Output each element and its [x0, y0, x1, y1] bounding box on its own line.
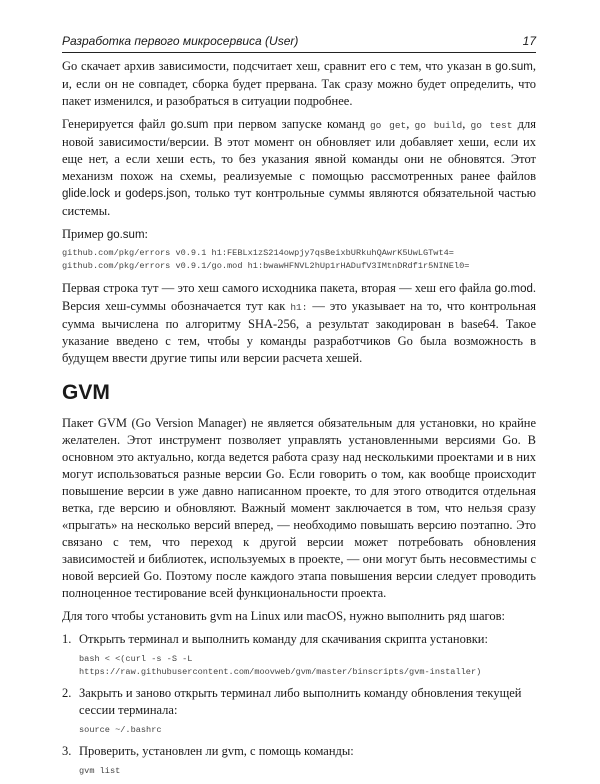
code-block: gvm list [79, 766, 121, 776]
example-label: Пример go.sum: [62, 227, 149, 241]
section-heading: GVM [62, 381, 110, 404]
code-block [62, 247, 536, 273]
code-block: bash < <(curl -s -S -L https://raw.githubusercontent.com/moovweb/gvm/master/binscripts/gvm-installer) [79, 654, 482, 677]
code-line: github.com/pkg/errors v0.9.1 h1:FEBLx1zS214owpjy7qsBeixbURkuhQAwrK5UwLGTwt4= [62, 248, 454, 258]
list-item: 2. Закрыть и заново открыть терминал либо выполнить команду обновления текущей сессии терминала: source ~/.bashrc [62, 685, 536, 737]
list-item: 3. Проверить, установлен ли gvm, с помощь команды: gvm list [62, 743, 536, 778]
code-line: github.com/pkg/errors v0.9.1/go.mod h1:bwawHFNVL2hUp1rHADufV3IMtnDRdf1r5NINEl0= [62, 261, 470, 271]
code-block: source ~/.bashrc [79, 725, 162, 735]
running-header [62, 32, 536, 53]
steps-list [62, 631, 536, 778]
list-item: 1. Открыть терминал и выполнить команду для скачивания скрипта установки: bash < <(curl -s -S -L https://raw.githubusercontent.com/moovweb/gvm/master/binscripts/gvm-installer) [62, 631, 536, 679]
paragraph: Генерируется файл go.sum при первом запуске команд go get, go build, go test для новой зависимости/версии. В этот момент он обновляет или добавляет хеши, если их еще нет, а если хеши есть, то без указания явной команды они не обновятся. Этот механизм похож на схемы, реализуемые с помощью рассмотренных ранее файлов glide.lock и godeps.json, только тут контрольные суммы являются обязательной частью системы. [62, 117, 536, 218]
paragraph: Пакет GVM (Go Version Manager) не является обязательным для установки, но крайне желателен. Этот инструмент позволяет управлять установленными версиями Go. В основном это актуально, когда ведется работа сразу над несколькими проектами и в них могут использоваться разные версии Go. Если говорить о том, как вообще происходит повышение версии в уже давно написанном проекте, то для этого отводится отдельная ветка, где версию и обновляют. Важный момент заключается в том, что нельзя сразу «прыгать» на несколько версий вперед, — необходимо повышать версию поэтапно. Это связано с тем, что переход к другой версии может потребовать обновления зависимостей и библиотек, используемых в проекте, — они могут быть несовместимы с новой версией Go. Поэтому после каждого этапа повышения версии следует проводить полноценное тестирование всей функциональности проекта. [62, 416, 536, 600]
page-content [62, 58, 536, 784]
page-number: 17 [522, 34, 536, 48]
paragraph: Первая строка тут — это хеш самого исходника пакета, вторая — хеш его файла go.mod. Версия хеш-суммы обозначается тут как h1: — это указывает на то, что контрольная сумма вычислена по алгоритму SHA-256, а результат закодирован в base64. Такое указание введено с тем, чтобы у команды разработчиков Go была возможность в будущем ввести другие типы или версии расчета хешей. [62, 281, 536, 365]
paragraph: Для того чтобы установить gvm на Linux или macOS, нужно выполнить ряд шагов: [62, 609, 505, 623]
paragraph: Go скачает архив зависимости, подсчитает хеш, сравнит его с тем, что указан в go.sum, и, если он не совпадет, сборка будет прервана. Так сразу можно будет определить, что пакет изменился, и разобраться в ситуации подробнее. [62, 59, 536, 108]
chapter-title: Разработка первого микросервиса (User) [62, 34, 299, 48]
